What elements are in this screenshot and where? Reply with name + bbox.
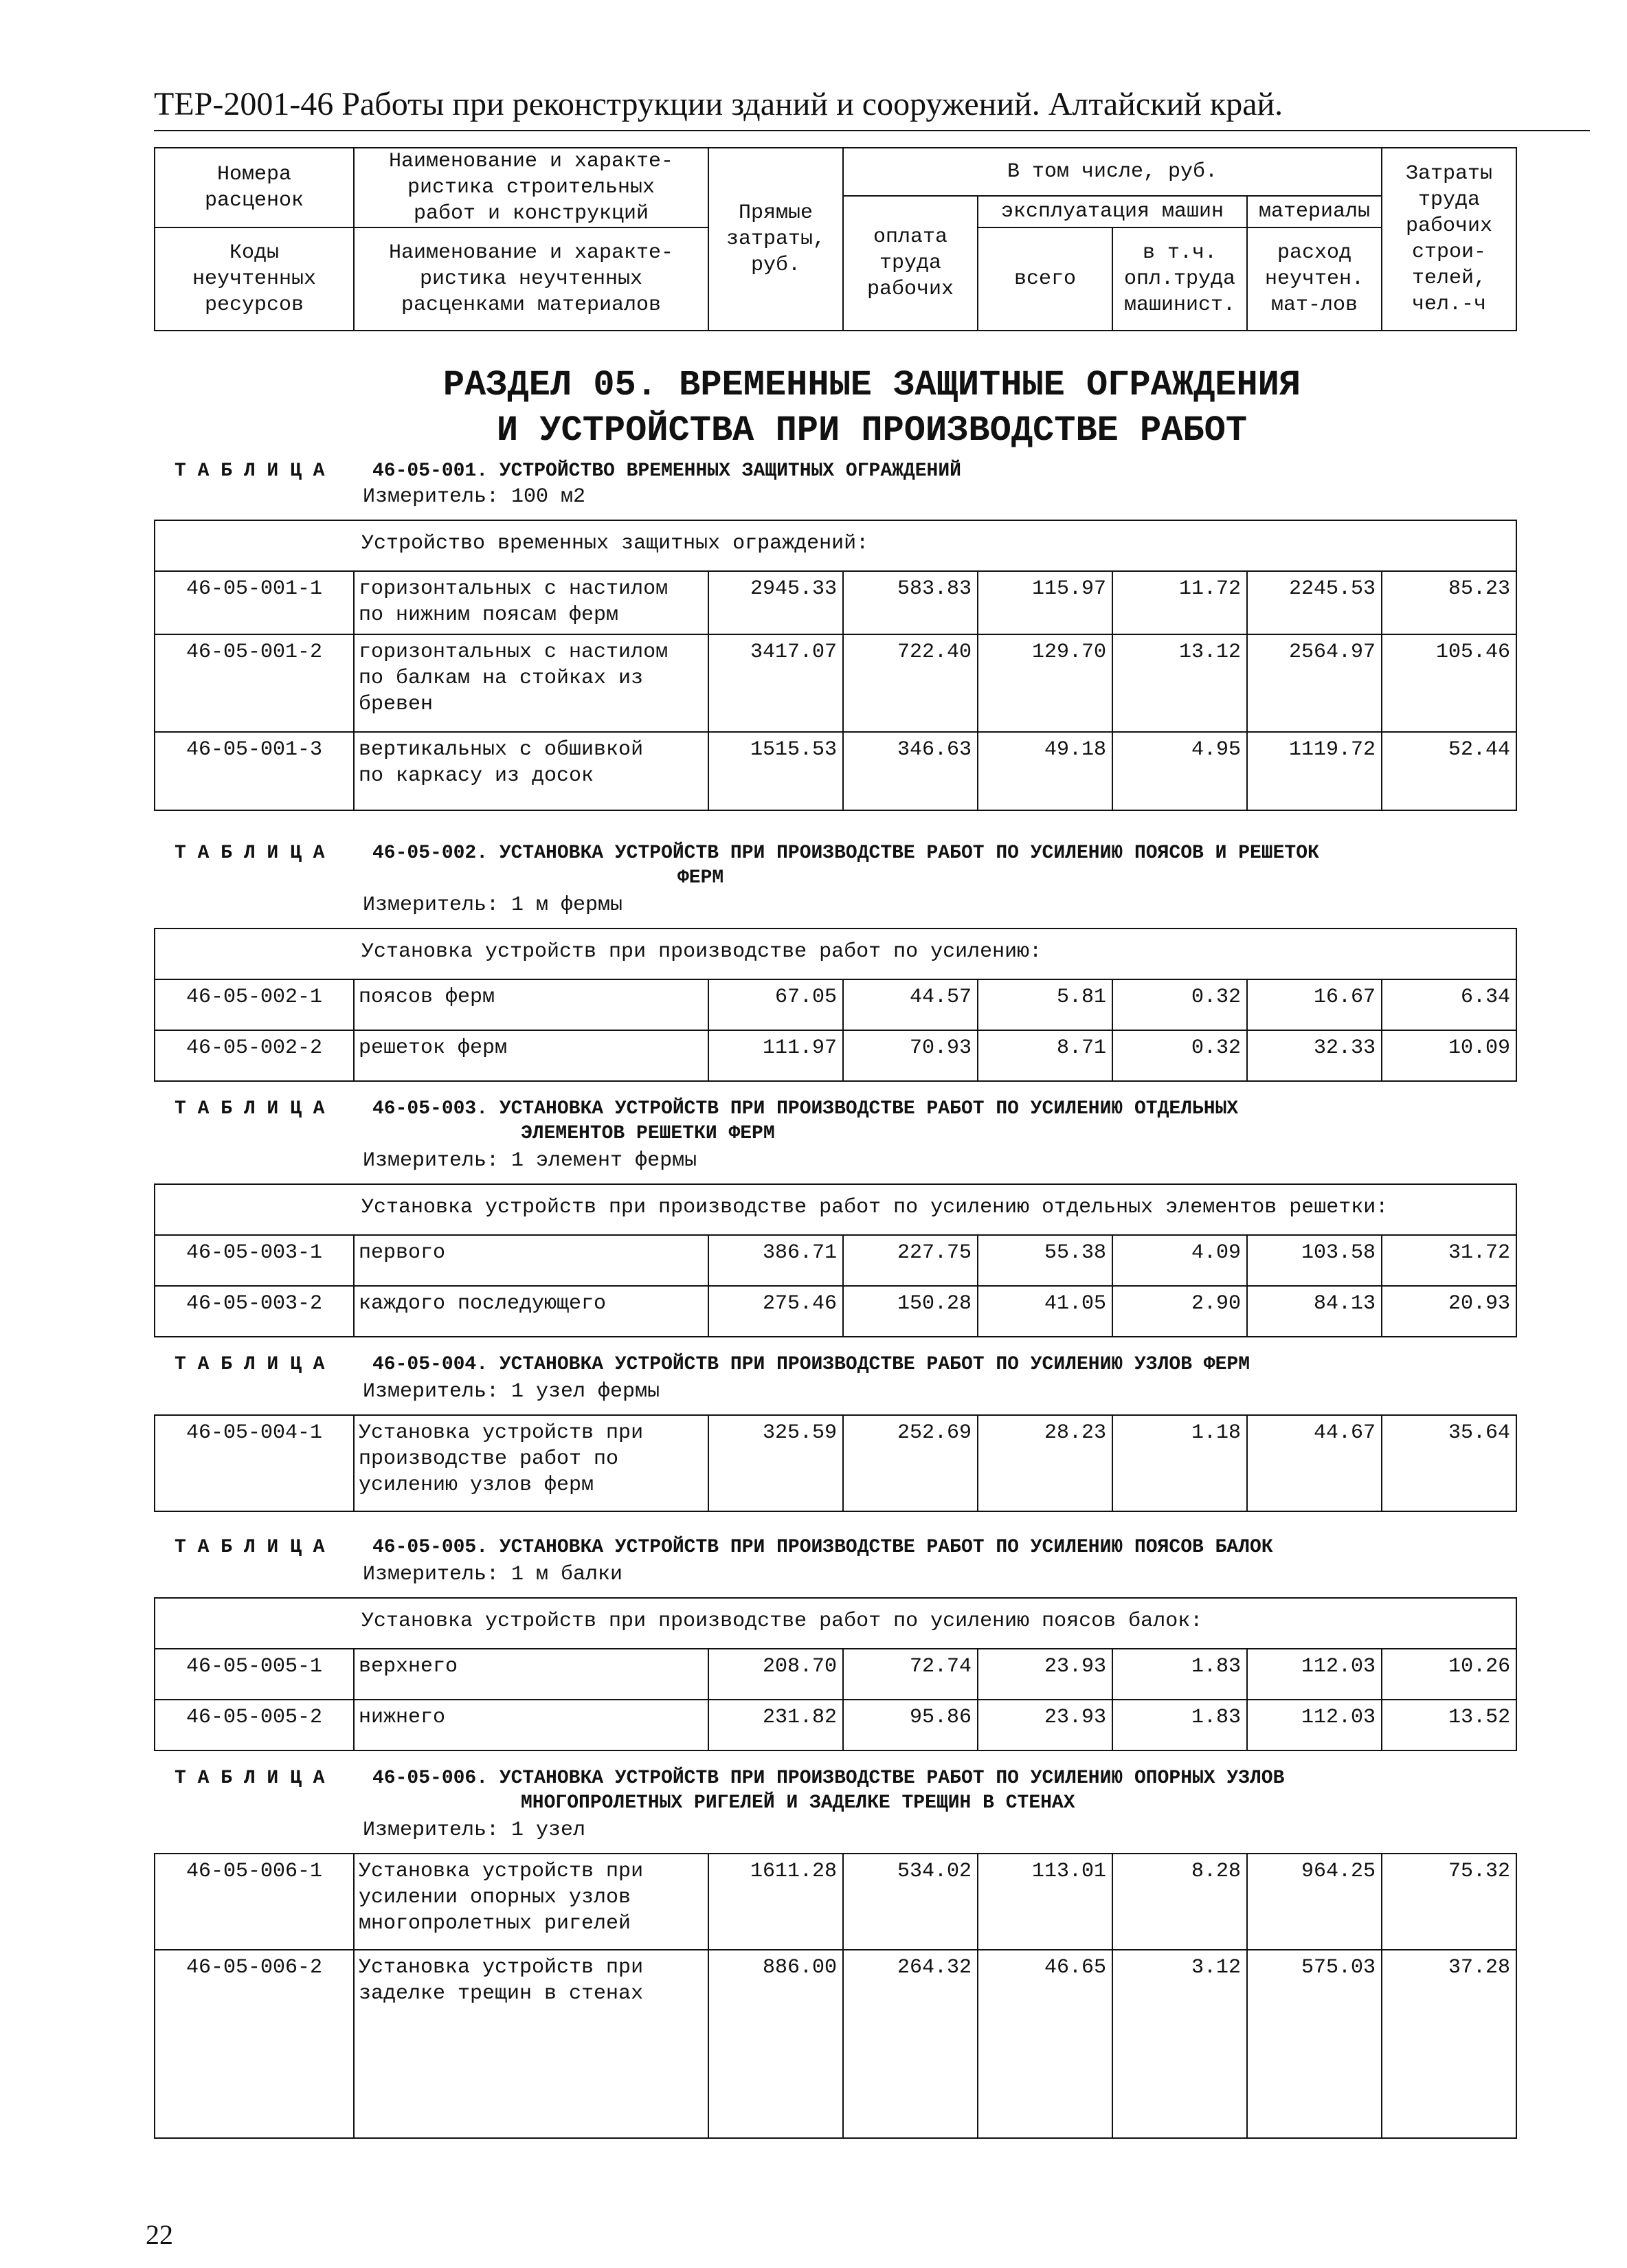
materials: 112.03 (1247, 1700, 1382, 1750)
work-name-line: усилении опорных узлов (359, 1886, 631, 1909)
header-text: расход (1277, 241, 1352, 265)
machinist-pay: 1.83 (1112, 1649, 1247, 1700)
header-mat-sub (1247, 227, 1382, 331)
work-name-line: производстве работ по (359, 1447, 619, 1471)
section-title-line: И УСТРОЙСТВА ПРИ ПРОИЗВОДСТВЕ РАБОТ (496, 410, 1248, 451)
machinist-pay: 2.90 (1112, 1286, 1247, 1337)
rate-table (154, 1853, 1517, 2139)
machines-total: 23.93 (978, 1649, 1112, 1700)
work-name (354, 979, 708, 1030)
machines-total: 129.70 (978, 634, 1112, 732)
work-name-line: Установка устройств при (359, 1956, 644, 1979)
work-name-line: вертикальных с обшивкой (359, 738, 644, 761)
labor-pay: 227.75 (843, 1235, 978, 1286)
rate-code: 46-05-003-2 (155, 1286, 354, 1337)
direct-costs: 67.05 (708, 979, 843, 1030)
header-text: неучтен. (1264, 267, 1365, 291)
table-label: Т А Б Л И Ц А (175, 460, 325, 482)
machines-total: 115.97 (978, 571, 1112, 634)
work-name-line: каждого последующего (359, 1292, 607, 1315)
labor-hours: 6.34 (1382, 979, 1516, 1030)
work-name-line: по балкам на стойках из (359, 667, 644, 690)
work-name (354, 634, 708, 732)
rate-code: 46-05-004-1 (155, 1415, 354, 1511)
header-text: расценок (204, 189, 304, 212)
header-text: рабочих (866, 278, 954, 301)
labor-hours: 52.44 (1382, 732, 1516, 810)
machines-total: 8.71 (978, 1030, 1112, 1081)
section-title-line: РАЗДЕЛ 05. ВРЕМЕННЫЕ ЗАЩИТНЫЕ ОГРАЖДЕНИЯ (442, 365, 1301, 405)
header-text: рабочих (1405, 214, 1493, 238)
materials: 2245.53 (1247, 571, 1382, 634)
measure-unit: Измеритель: 1 узел фермы (363, 1380, 660, 1403)
materials: 964.25 (1247, 1854, 1382, 1950)
table-title: 46-05-004. УСТАНОВКА УСТРОЙСТВ ПРИ ПРОИЗВОДСТВЕ РАБОТ ПО УСИЛЕНИЮ УЗЛОВ ФЕРМ (372, 1354, 1250, 1375)
header-text: В том числе, руб. (1007, 160, 1218, 184)
work-name-line: бревен (359, 693, 434, 716)
labor-hours: 10.26 (1382, 1649, 1516, 1700)
work-name-line: многопролетных ригелей (359, 1912, 631, 1935)
materials: 575.03 (1247, 1950, 1382, 2138)
machinist-pay: 8.28 (1112, 1854, 1247, 1950)
labor-hours: 75.32 (1382, 1854, 1516, 1950)
machines-total: 41.05 (978, 1286, 1112, 1337)
direct-costs: 208.70 (708, 1649, 843, 1700)
rate-table (154, 1597, 1517, 1751)
labor-pay: 150.28 (843, 1286, 978, 1337)
work-name-line: горизонтальных с настилом (359, 641, 669, 664)
materials: 32.33 (1247, 1030, 1382, 1081)
work-name-line: решеток ферм (359, 1036, 508, 1060)
header-text: Затраты (1405, 162, 1493, 186)
header-text: телей, (1411, 267, 1487, 290)
rate-code: 46-05-001-1 (155, 571, 354, 634)
work-name (354, 1700, 708, 1750)
labor-pay: 72.74 (843, 1649, 978, 1700)
labor-hours: 85.23 (1382, 571, 1516, 634)
running-header: ТЕР-2001-46 Работы при реконструкции зданий и сооружений. Алтайский край. (154, 86, 1283, 122)
work-name (354, 1950, 708, 2138)
labor-pay: 722.40 (843, 634, 978, 732)
machinist-pay: 4.95 (1112, 732, 1247, 810)
machines-total: 5.81 (978, 979, 1112, 1030)
group-heading: Устройство временных защитных ограждений: (155, 520, 1516, 571)
rate-code: 46-05-006-2 (155, 1950, 354, 2138)
table-label: Т А Б Л И Ц А (175, 1098, 325, 1120)
labor-pay: 70.93 (843, 1030, 978, 1081)
table-label: Т А Б Л И Ц А (175, 1537, 325, 1558)
rate-code: 46-05-005-1 (155, 1649, 354, 1700)
machines-total: 46.65 (978, 1950, 1112, 2138)
materials: 2564.97 (1247, 634, 1382, 732)
work-name-line: Установка устройств при (359, 1860, 644, 1883)
direct-costs: 325.59 (708, 1415, 843, 1511)
work-name-line: Установка устройств при (359, 1421, 644, 1445)
work-name (354, 1235, 708, 1286)
header-pay (843, 196, 978, 331)
work-name (354, 1030, 708, 1081)
table-row (155, 1030, 1516, 1081)
table-title: 46-05-006. УСТАНОВКА УСТРОЙСТВ ПРИ ПРОИЗВОДСТВЕ РАБОТ ПО УСИЛЕНИЮ ОПОРНЫХ УЗЛОВ (372, 1768, 1285, 1789)
direct-costs: 111.97 (708, 1030, 843, 1081)
header-text: Коды (229, 241, 279, 265)
table-title: ФЕРМ (677, 867, 724, 889)
header-text: мат-лов (1270, 293, 1358, 317)
labor-pay: 346.63 (843, 732, 978, 810)
table-row (155, 1415, 1516, 1511)
section-title (154, 363, 1590, 454)
table-title: 46-05-003. УСТАНОВКА УСТРОЙСТВ ПРИ ПРОИЗВОДСТВЕ РАБОТ ПО УСИЛЕНИЮ ОТДЕЛЬНЫХ (372, 1098, 1239, 1120)
header-text: труда (879, 252, 941, 275)
header-text: ристика строительных (407, 176, 655, 199)
work-name-line: по каркасу из досок (359, 764, 594, 788)
rate-code: 46-05-005-2 (155, 1700, 354, 1750)
group-heading: Установка устройств при производстве работ по усилению отдельных элементов решетки: (155, 1184, 1516, 1235)
work-name-line: заделке трещин в стенах (359, 1982, 644, 2005)
machines-total: 23.93 (978, 1700, 1112, 1750)
machinist-pay: 4.09 (1112, 1235, 1247, 1286)
machinist-pay: 11.72 (1112, 571, 1247, 634)
work-name-line: верхнего (359, 1655, 458, 1678)
work-name-line: горизонтальных с настилом (359, 577, 669, 601)
work-name-line: усилению узлов ферм (359, 1474, 594, 1497)
labor-hours: 10.09 (1382, 1030, 1516, 1081)
work-name (354, 1286, 708, 1337)
table-label: Т А Б Л И Ц А (175, 843, 325, 864)
header-including (843, 148, 1382, 196)
header-text: Прямые (738, 201, 814, 225)
header-codes-top (155, 148, 354, 227)
header-codes-bottom (155, 227, 354, 331)
work-name (354, 1415, 708, 1511)
header-mach-incl (1112, 227, 1247, 331)
materials: 84.13 (1247, 1286, 1382, 1337)
machinist-pay: 1.83 (1112, 1700, 1247, 1750)
labor-hours: 31.72 (1382, 1235, 1516, 1286)
machinist-pay: 0.32 (1112, 1030, 1247, 1081)
table-row (155, 1700, 1516, 1750)
header-text: труда (1417, 188, 1480, 212)
rate-table (154, 1414, 1517, 1512)
header-labor (1382, 148, 1516, 331)
machinist-pay: 13.12 (1112, 634, 1247, 732)
labor-pay: 95.86 (843, 1700, 978, 1750)
labor-hours: 35.64 (1382, 1415, 1516, 1511)
direct-costs: 2945.33 (708, 571, 843, 634)
direct-costs: 386.71 (708, 1235, 843, 1286)
table-row (155, 732, 1516, 810)
labor-pay: 264.32 (843, 1950, 978, 2138)
rate-code: 46-05-002-1 (155, 979, 354, 1030)
table-row (155, 571, 1516, 634)
rate-code: 46-05-006-1 (155, 1854, 354, 1950)
machines-total: 49.18 (978, 732, 1112, 810)
machines-total: 55.38 (978, 1235, 1112, 1286)
table-row (155, 1286, 1516, 1337)
direct-costs: 275.46 (708, 1286, 843, 1337)
labor-pay: 534.02 (843, 1854, 978, 1950)
materials: 112.03 (1247, 1649, 1382, 1700)
header-text: машинист. (1123, 293, 1236, 317)
table-row (155, 1235, 1516, 1286)
materials: 16.67 (1247, 979, 1382, 1030)
group-heading: Установка устройств при производстве работ по усилению поясов балок: (155, 1598, 1516, 1649)
rate-code: 46-05-002-2 (155, 1030, 354, 1081)
header-text: чел.-ч (1411, 293, 1487, 316)
header-text: всего (1013, 267, 1076, 291)
rate-table (154, 928, 1517, 1082)
rate-table (154, 1183, 1517, 1337)
materials: 44.67 (1247, 1415, 1382, 1511)
rate-code: 46-05-001-2 (155, 634, 354, 732)
header-direct-costs (708, 148, 843, 331)
header-mach-total (978, 227, 1112, 331)
table-row (155, 1649, 1516, 1700)
header-text: опл.труда (1123, 267, 1236, 291)
labor-hours: 20.93 (1382, 1286, 1516, 1337)
rate-table (154, 520, 1517, 811)
measure-unit: Измеритель: 1 м фермы (363, 893, 623, 917)
header-text: Наименование и характе- (388, 150, 674, 173)
header-machines (978, 196, 1247, 227)
direct-costs: 1515.53 (708, 732, 843, 810)
table-label: Т А Б Л И Ц А (175, 1354, 325, 1375)
measure-unit: Измеритель: 100 м2 (363, 485, 586, 509)
machinist-pay: 0.32 (1112, 979, 1247, 1030)
header-text: строи- (1411, 241, 1487, 264)
work-name-line: по нижним поясам ферм (359, 603, 619, 627)
header-text: расценками материалов (401, 293, 662, 317)
labor-hours: 37.28 (1382, 1950, 1516, 2138)
materials: 103.58 (1247, 1235, 1382, 1286)
direct-costs: 886.00 (708, 1950, 843, 2138)
column-header-table (154, 147, 1517, 331)
work-name (354, 732, 708, 810)
rate-code: 46-05-001-3 (155, 732, 354, 810)
machines-total: 113.01 (978, 1854, 1112, 1950)
header-name-top (354, 148, 708, 227)
table-label: Т А Б Л И Ц А (175, 1768, 325, 1789)
table-row (155, 979, 1516, 1030)
header-text: ресурсов (204, 293, 304, 317)
work-name-line: поясов ферм (359, 986, 495, 1009)
labor-pay: 583.83 (843, 571, 978, 634)
header-text: эксплуатация машин (1000, 200, 1224, 223)
materials: 1119.72 (1247, 732, 1382, 810)
table-title: МНОГОПРОЛЕТНЫХ РИГЕЛЕЙ И ЗАДЕЛКЕ ТРЕЩИН В СТЕНАХ (521, 1792, 1075, 1814)
measure-unit: Измеритель: 1 узел (363, 1819, 586, 1842)
header-name-bottom (354, 227, 708, 331)
work-name-line: первого (359, 1241, 446, 1265)
table-row (155, 634, 1516, 732)
header-text: Наименование и характе- (388, 241, 674, 265)
header-text: руб. (750, 254, 800, 277)
group-heading: Установка устройств при производстве работ по усилению: (155, 929, 1516, 979)
header-text: материалы (1258, 200, 1371, 223)
page-number: 22 (146, 2219, 173, 2250)
work-name (354, 1854, 708, 1950)
table-row (155, 1854, 1516, 1950)
rate-code: 46-05-003-1 (155, 1235, 354, 1286)
header-text: ристика неучтенных (419, 267, 643, 291)
table-title: 46-05-002. УСТАНОВКА УСТРОЙСТВ ПРИ ПРОИЗВОДСТВЕ РАБОТ ПО УСИЛЕНИЮ ПОЯСОВ И РЕШЕТОК (372, 843, 1319, 864)
table-title: ЭЛЕМЕНТОВ РЕШЕТКИ ФЕРМ (521, 1123, 775, 1144)
direct-costs: 1611.28 (708, 1854, 843, 1950)
machinist-pay: 1.18 (1112, 1415, 1247, 1511)
measure-unit: Измеритель: 1 м балки (363, 1563, 623, 1586)
header-text: в т.ч. (1142, 241, 1218, 265)
work-name-line: нижнего (359, 1706, 446, 1729)
work-name (354, 571, 708, 634)
table-row (155, 1950, 1516, 2138)
header-rule (154, 130, 1590, 131)
direct-costs: 3417.07 (708, 634, 843, 732)
machines-total: 28.23 (978, 1415, 1112, 1511)
labor-pay: 44.57 (843, 979, 978, 1030)
measure-unit: Измеритель: 1 элемент фермы (363, 1149, 697, 1172)
labor-hours: 13.52 (1382, 1700, 1516, 1750)
header-text: Номера (216, 163, 292, 186)
header-text: работ и конструкций (413, 202, 649, 225)
header-text: неучтенных (192, 267, 317, 291)
machinist-pay: 3.12 (1112, 1950, 1247, 2138)
direct-costs: 231.82 (708, 1700, 843, 1750)
header-materials (1247, 196, 1382, 227)
work-name (354, 1649, 708, 1700)
labor-hours: 105.46 (1382, 634, 1516, 732)
table-title: 46-05-001. УСТРОЙСТВО ВРЕМЕННЫХ ЗАЩИТНЫХ ОГРАЖДЕНИЙ (372, 460, 961, 482)
header-text: затраты, (726, 227, 826, 251)
table-title: 46-05-005. УСТАНОВКА УСТРОЙСТВ ПРИ ПРОИЗВОДСТВЕ РАБОТ ПО УСИЛЕНИЮ ПОЯСОВ БАЛОК (372, 1537, 1273, 1558)
labor-pay: 252.69 (843, 1415, 978, 1511)
header-text: оплата (873, 225, 948, 249)
